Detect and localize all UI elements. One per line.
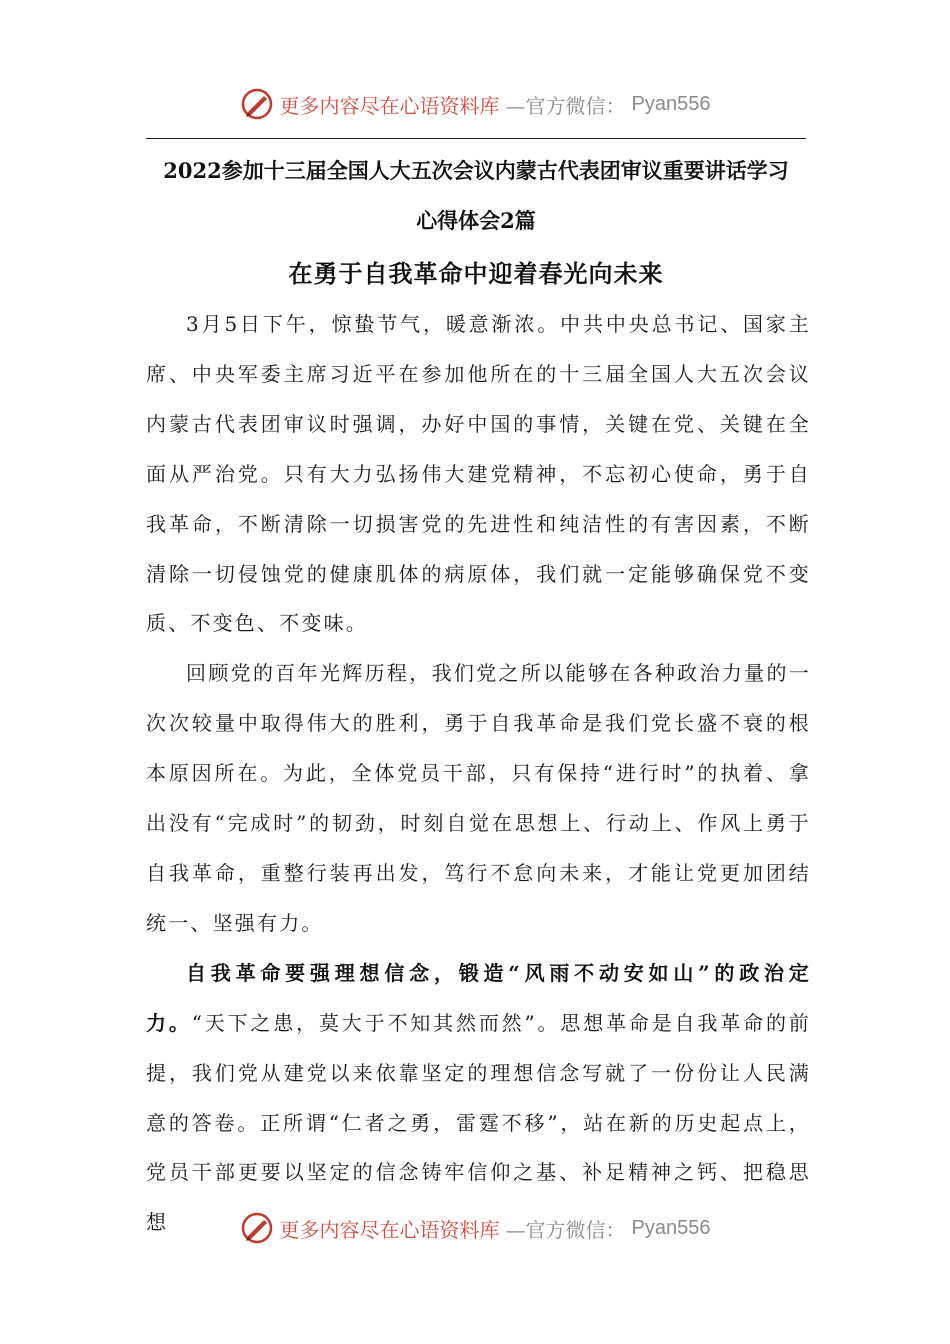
footer-banner: [0, 1208, 950, 1248]
paragraph-text: 回顾党的百年光辉历程，我们党之所以能够在各种政治力量的一次次较量中取得伟大的胜利，勇于自我革命是我们党长盛不衰的根本原因所在。为此，全体党员干部，只有保持“进行时”的执着、拿出没有“完成时”的韧劲，时刻自觉在思想上、行动上、作风上勇于自我革命，重整行装再出发，笃行不怠向未来，才能让党更加团结统一、坚强有力。: [146, 661, 811, 935]
document-title-line1: 2022参加十三届全国人大五次会议内蒙古代表团审议重要讲话学习: [163, 158, 789, 183]
banner-gray-text: —官方微信：: [505, 1217, 626, 1242]
banner-red-text: 更多内容尽在心语资料库: [279, 1217, 500, 1242]
paragraph-1: [146, 300, 811, 649]
pen-logo-icon: [240, 87, 274, 121]
header-banner: [0, 84, 950, 124]
article-body: [146, 300, 811, 1248]
paragraph-3: [146, 949, 811, 1248]
banner-handle: Pyan556: [631, 1216, 711, 1239]
pen-logo-icon: [240, 1211, 274, 1245]
paragraph-text: “天下之患，莫大于不知其然而然”。思想革命是自我革命的前提，我们党从建党以来依靠坚定的理想信念写就了一份份让人民满意的答卷。正所谓“仁者之勇，雷霆不移”，站在新的历史起点上，党员干部更要以坚定的信念铸牢信仰之基、补足精神之钙、把稳思想: [146, 1010, 811, 1235]
paragraph-lead: 自我革命要强理想信念，锻造“风雨不动安如山”的政治定力。: [146, 960, 811, 1035]
paragraph-2: [146, 649, 811, 948]
banner-gray-text: —官方微信：: [505, 93, 626, 118]
article-subtitle: 在勇于自我革命中迎着春光向未来: [288, 259, 664, 288]
paragraph-text: 3月5日下午，惊蛰节气，暖意渐浓。中共中央总书记、国家主席、中央军委主席习近平在参加他所在的十三届全国人大五次会议内蒙古代表团审议时强调，办好中国的事情，关键在党、关键在全面从严治党。只有大力弘扬伟大建党精神，不忘初心使命，勇于自我革命，不断清除一切损害党的先进性和纯洁性的有害因素，不断清除一切侵蚀党的健康肌体的病原体，我们就一定能够确保党不变质、不变色、不变味。: [146, 312, 811, 636]
banner-red-text: 更多内容尽在心语资料库: [279, 93, 500, 118]
header-rule: [146, 138, 806, 139]
banner-handle: Pyan556: [631, 92, 711, 115]
document-title-line2: 心得体会2篇: [416, 208, 536, 233]
